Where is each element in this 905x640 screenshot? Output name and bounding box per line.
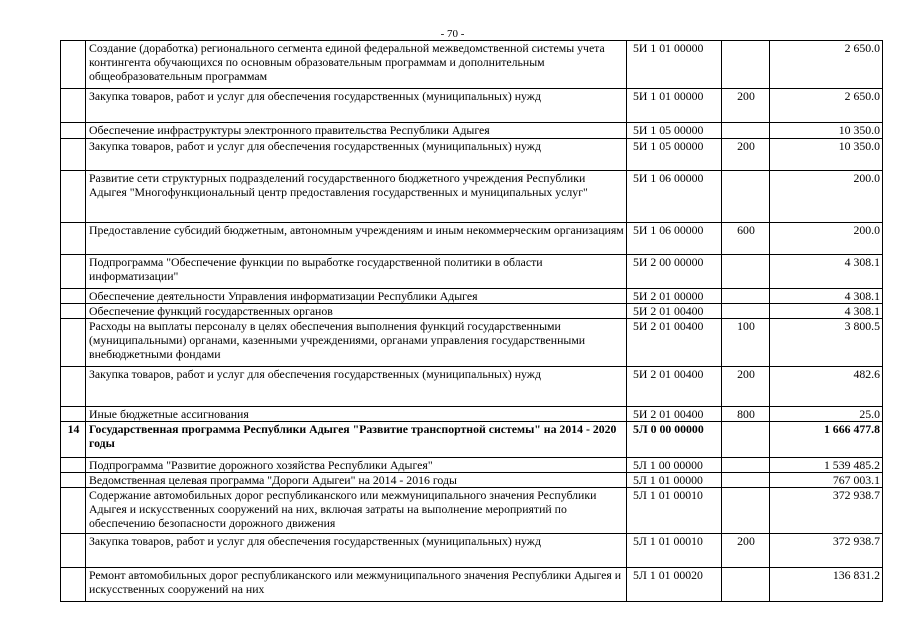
row-expense-type: 100	[722, 319, 770, 367]
row-number	[61, 568, 86, 602]
row-expense-type	[722, 568, 770, 602]
row-code: 5И 2 01 00400	[627, 367, 722, 407]
row-number	[61, 171, 86, 223]
row-expense-type	[722, 289, 770, 304]
row-expense-type	[722, 488, 770, 534]
table-row	[61, 139, 883, 171]
row-name: Государственная программа Республики Адыгея "Развитие транспортной системы" на 2014 - 2020 годы	[86, 422, 627, 458]
row-expense-type: 800	[722, 407, 770, 422]
row-amount: 1 539 485.2	[770, 458, 883, 473]
row-number	[61, 139, 86, 171]
row-expense-type	[722, 255, 770, 289]
row-code: 5Л 1 00 00000	[627, 458, 722, 473]
row-number	[61, 41, 86, 89]
row-amount: 372 938.7	[770, 488, 883, 534]
table-row	[61, 41, 883, 89]
row-amount: 482.6	[770, 367, 883, 407]
row-name: Закупка товаров, работ и услуг для обеспечения государственных (муниципальных) нужд	[86, 367, 627, 407]
row-amount: 2 650.0	[770, 41, 883, 89]
row-name: Содержание автомобильных дорог республиканского или межмуниципального значения Республики Адыгея и искусственных сооружений на них, включая затраты на выполнение мероприятий по обеспечению безопасности дорожного движения	[86, 488, 627, 534]
row-name: Подпрограмма "Обеспечение функции по выработке государственной политики в области информатизации"	[86, 255, 627, 289]
row-expense-type: 600	[722, 223, 770, 255]
row-expense-type	[722, 473, 770, 488]
row-code: 5И 2 01 00400	[627, 407, 722, 422]
row-amount: 10 350.0	[770, 139, 883, 171]
row-number	[61, 89, 86, 123]
row-name: Закупка товаров, работ и услуг для обеспечения государственных (муниципальных) нужд	[86, 534, 627, 568]
table-row	[61, 123, 883, 139]
row-expense-type	[722, 123, 770, 139]
row-name: Подпрограмма "Развитие дорожного хозяйства Республики Адыгея"	[86, 458, 627, 473]
row-number	[61, 304, 86, 319]
row-amount: 25.0	[770, 407, 883, 422]
row-number	[61, 289, 86, 304]
row-expense-type: 200	[722, 367, 770, 407]
table-row	[61, 89, 883, 123]
row-code: 5И 1 05 00000	[627, 123, 722, 139]
row-number	[61, 223, 86, 255]
row-name: Расходы на выплаты персоналу в целях обеспечения выполнения функций государственными (муниципальными) органами, казенными учреждениями, органами управления государственными внебюджетными фондами	[86, 319, 627, 367]
row-name: Ведомственная целевая программа "Дороги Адыгеи" на 2014 - 2016 годы	[86, 473, 627, 488]
row-expense-type	[722, 41, 770, 89]
table-row	[61, 171, 883, 223]
row-code: 5Л 0 00 00000	[627, 422, 722, 458]
row-code: 5И 1 06 00000	[627, 171, 722, 223]
row-amount: 767 003.1	[770, 473, 883, 488]
row-name: Предоставление субсидий бюджетным, автономным учреждениям и иным некоммерческим организациям	[86, 223, 627, 255]
row-name: Развитие сети структурных подразделений государственного бюджетного учреждения Республики Адыгея "Многофункциональный центр предоставления государственных и муниципальных услуг"	[86, 171, 627, 223]
row-amount: 200.0	[770, 171, 883, 223]
row-name: Ремонт автомобильных дорог республиканского или межмуниципального значения Республики Адыгея и искусственных сооружений на них	[86, 568, 627, 602]
row-number	[61, 367, 86, 407]
table-row	[61, 289, 883, 304]
row-code: 5Л 1 01 00020	[627, 568, 722, 602]
table-row	[61, 223, 883, 255]
row-code: 5И 2 01 00400	[627, 304, 722, 319]
row-number	[61, 473, 86, 488]
row-number	[61, 458, 86, 473]
row-expense-type	[722, 422, 770, 458]
row-code: 5Л 1 01 00000	[627, 473, 722, 488]
row-name: Обеспечение инфраструктуры электронного правительства Республики Адыгея	[86, 123, 627, 139]
row-number: 14	[61, 422, 86, 458]
row-amount: 372 938.7	[770, 534, 883, 568]
row-code: 5Л 1 01 00010	[627, 488, 722, 534]
row-amount: 136 831.2	[770, 568, 883, 602]
row-number	[61, 255, 86, 289]
row-expense-type	[722, 171, 770, 223]
row-amount: 4 308.1	[770, 289, 883, 304]
table-row	[61, 407, 883, 422]
row-amount: 4 308.1	[770, 255, 883, 289]
row-name: Закупка товаров, работ и услуг для обеспечения государственных (муниципальных) нужд	[86, 89, 627, 123]
row-code: 5И 1 05 00000	[627, 139, 722, 171]
row-name: Создание (доработка) регионального сегмента единой федеральной межведомственной системы учета контингента обучающихся по основным образовательным программам и дополнительным общеобразовательным программам	[86, 41, 627, 89]
table-row	[61, 458, 883, 473]
row-number	[61, 123, 86, 139]
row-expense-type: 200	[722, 139, 770, 171]
row-name: Иные бюджетные ассигнования	[86, 407, 627, 422]
table-row	[61, 367, 883, 407]
row-amount: 3 800.5	[770, 319, 883, 367]
table-row	[61, 473, 883, 488]
row-expense-type: 200	[722, 534, 770, 568]
table-row	[61, 534, 883, 568]
row-amount: 4 308.1	[770, 304, 883, 319]
table-row	[61, 488, 883, 534]
row-amount: 200.0	[770, 223, 883, 255]
budget-table	[60, 40, 883, 602]
row-code: 5И 2 00 00000	[627, 255, 722, 289]
page-number: - 70 -	[440, 28, 465, 40]
row-expense-type	[722, 458, 770, 473]
row-number	[61, 407, 86, 422]
table-row	[61, 255, 883, 289]
row-amount: 10 350.0	[770, 123, 883, 139]
row-number	[61, 534, 86, 568]
table-row	[61, 304, 883, 319]
row-expense-type: 200	[722, 89, 770, 123]
table-row	[61, 319, 883, 367]
table-row	[61, 568, 883, 602]
row-code: 5И 1 06 00000	[627, 223, 722, 255]
row-amount: 1 666 477.8	[770, 422, 883, 458]
row-name: Обеспечение деятельности Управления информатизации Республики Адыгея	[86, 289, 627, 304]
row-number	[61, 488, 86, 534]
row-amount: 2 650.0	[770, 89, 883, 123]
row-expense-type	[722, 304, 770, 319]
row-name: Обеспечение функций государственных органов	[86, 304, 627, 319]
row-code: 5Л 1 01 00010	[627, 534, 722, 568]
table-row	[61, 422, 883, 458]
row-code: 5И 2 01 00000	[627, 289, 722, 304]
row-number	[61, 319, 86, 367]
row-code: 5И 2 01 00400	[627, 319, 722, 367]
row-name: Закупка товаров, работ и услуг для обеспечения государственных (муниципальных) нужд	[86, 139, 627, 171]
row-code: 5И 1 01 00000	[627, 41, 722, 89]
row-code: 5И 1 01 00000	[627, 89, 722, 123]
